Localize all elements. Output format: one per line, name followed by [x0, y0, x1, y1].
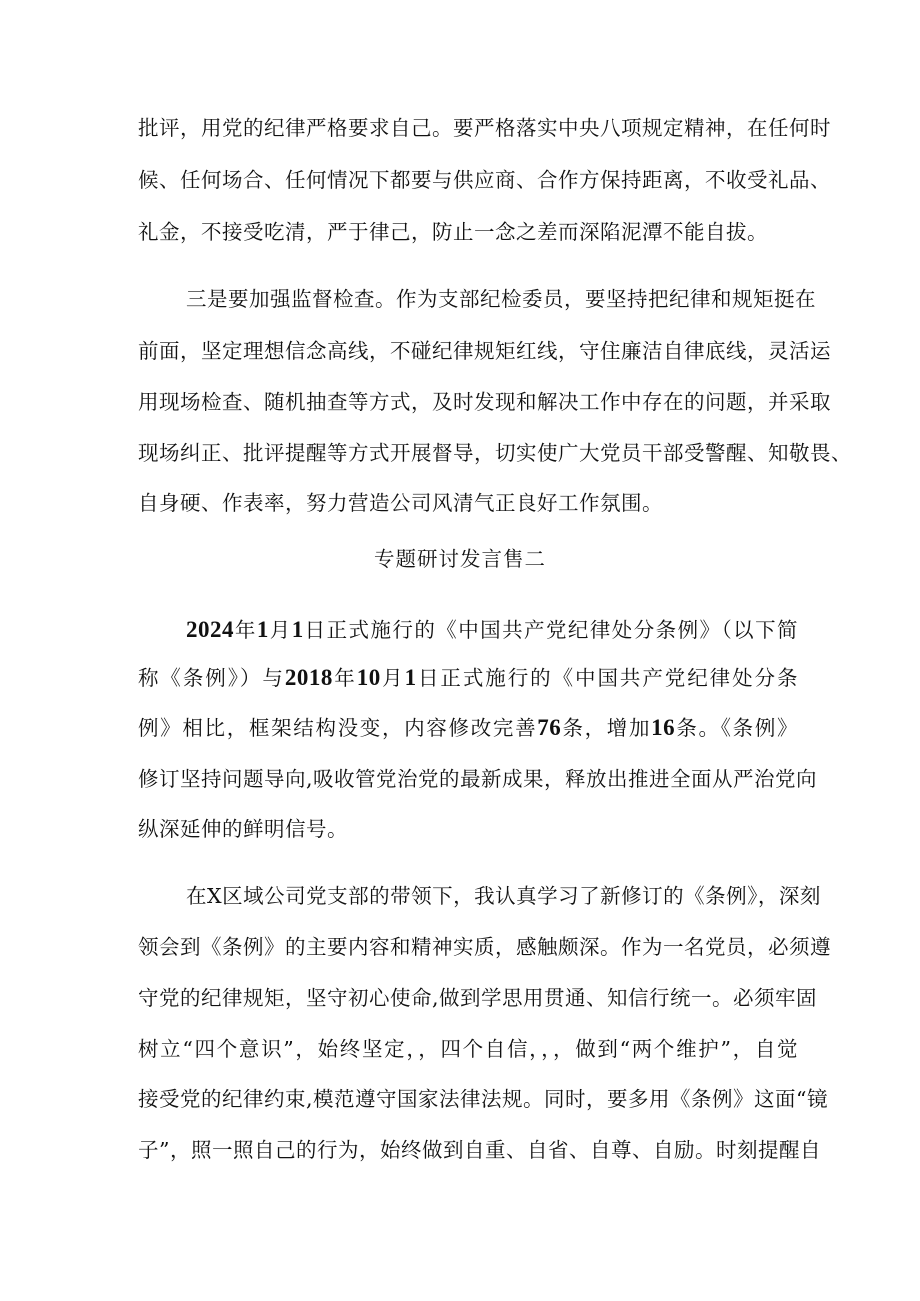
day-1: 1	[291, 617, 304, 642]
text-year-char: 年	[332, 666, 357, 690]
paragraph-4-line-3: 守党的纪律规矩，坚守初心使命,做到学思用贯通、知信行统一。必须牢固	[138, 986, 818, 1010]
text-year-char: 年	[234, 618, 257, 642]
paragraph-1-line-3: 礼金，不接受吃清，严于律己，防止一念之差而深陷泥潭不能自拔。	[138, 220, 768, 244]
paragraph-3-line-4: 修订坚持问题导向,吸收管党治党的最新成果，释放出推进全面从严治党向	[138, 767, 818, 791]
text-line-2-rest: 日正式施行的《中国共产党纪律处分条	[416, 666, 798, 690]
paragraph-3-line-1	[186, 617, 798, 643]
paragraph-2-line-3: 用现场检查、随机抽查等方式，及时发现和解决工作中存在的问题，并采取	[138, 390, 831, 414]
paragraph-3-line-3	[138, 715, 798, 741]
paragraph-1-line-2: 候、任何场合、任何情况下都要与供应商、合作方保持距离，不收受礼品、	[138, 168, 831, 192]
text-line-1-rest: 日正式施行的《中国共产党纪律处分条例》（以下简	[303, 618, 799, 642]
text-month-char: 月	[268, 618, 292, 642]
year-2024: 2024	[186, 617, 234, 642]
month-1: 1	[256, 617, 269, 642]
text-line-3-start: 例》相比，框架结构没变，内容修改完善	[138, 716, 538, 740]
paragraph-4-line-1: 在X区域公司党支部的带领下，我认真学习了新修订的《条例》，深刻	[186, 884, 821, 908]
paragraph-4-line-6: 子”，照一照自己的行为，始终做到自重、自省、自尊、自励。时刻提醒自	[138, 1138, 821, 1162]
paragraph-4-line-5: 接受党的纪律约束,模范遵守国家法律法规。同时，要多用《条例》这面“镜	[138, 1087, 828, 1111]
paragraph-3-line-2	[138, 665, 798, 691]
day-1: 1	[404, 665, 417, 690]
paragraph-2-line-2: 前面，坚定理想信念高线，不碰纪律规矩红线，守住廉洁自律底线，灵活运	[138, 339, 831, 363]
count-76: 76	[537, 715, 562, 740]
section-heading: 专题研讨发言售二	[374, 547, 546, 571]
text-line-3-mid: 条，增加	[561, 716, 652, 740]
month-10: 10	[356, 665, 381, 690]
paragraph-2-line-4: 现场纠正、批评提醒等方式开展督导，切实使广大党员干部受警醒、知敬畏、	[138, 441, 852, 465]
paragraph-3-line-5: 纵深延伸的鲜明信号。	[138, 817, 348, 841]
text-month-char: 月	[380, 666, 405, 690]
text-line-3-end: 条。《条例》	[675, 716, 799, 740]
count-16: 16	[651, 715, 676, 740]
year-2018: 2018	[284, 665, 333, 690]
paragraph-1-line-1: 批评，用党的纪律严格要求自己。要严格落实中央八项规定精神，在任何时	[138, 116, 831, 140]
text-line-2-start: 称《条例》）与	[138, 666, 285, 690]
paragraph-2-line-1: 三是要加强监督检查。作为支部纪检委员，要坚持把纪律和规矩挺在	[186, 287, 816, 311]
paragraph-2-line-5: 自身硬、作表率，努力营造公司风清气正良好工作氛围。	[138, 491, 663, 515]
paragraph-4-line-4: 树立“四个意识”，始终坚定，，四个自信，，，做到“两个维护”，自觉	[138, 1037, 798, 1061]
paragraph-4-line-2: 领会到《条例》的主要内容和精神实质，感触颇深。作为一名党员，必须遵	[138, 935, 831, 959]
